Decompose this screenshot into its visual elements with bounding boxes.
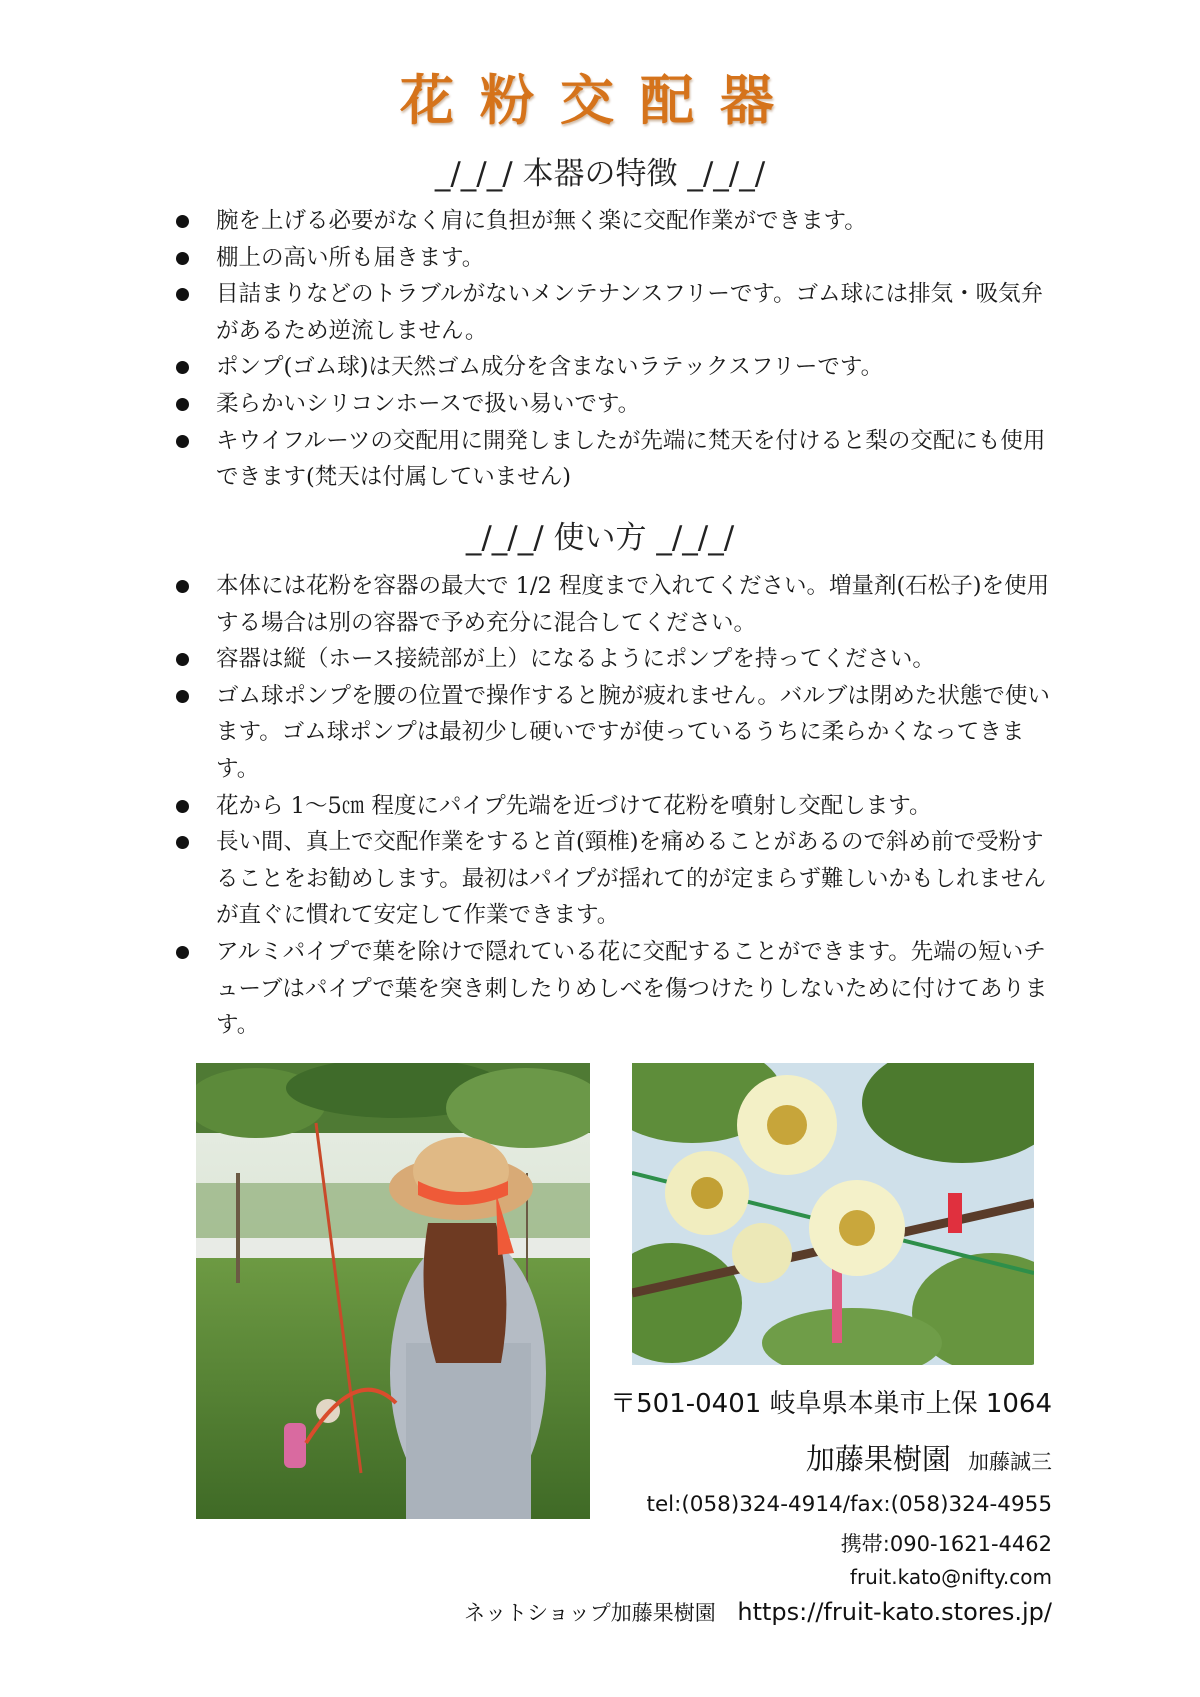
bullet-icon <box>176 580 189 593</box>
bullet-icon <box>176 252 189 265</box>
list-item-text: 花から 1～5㎝ 程度にパイプ先端を近づけて花粉を噴射し交配します。 <box>216 792 932 819</box>
orchard-photo <box>196 1063 590 1519</box>
email-address[interactable]: fruit.kato@nifty.com <box>849 1565 1052 1589</box>
usage-heading: _/_/_/ 使い方 _/_/_/ <box>465 520 735 556</box>
list-item <box>172 568 1052 641</box>
bullet-icon <box>176 836 189 849</box>
list-item-text: アルミパイプで葉を除けで隠れている花に交配することができます。先端の短いチューブはパイプで葉を突き刺したりめしべを傷つけたりしないために付けてあります。 <box>216 938 1048 1039</box>
features-heading: _/_/_/ 本器の特徴 _/_/_/ <box>434 156 766 192</box>
bullet-icon <box>176 288 189 301</box>
list-item <box>172 824 1052 934</box>
usage-list <box>172 568 1052 1044</box>
list-item <box>172 386 1052 423</box>
list-item <box>172 349 1052 386</box>
mobile-number: 携帯:090-1621-4462 <box>840 1532 1052 1556</box>
list-item <box>172 276 1052 349</box>
list-item-text: 棚上の高い所も届きます。 <box>216 244 485 271</box>
bullet-icon <box>176 435 189 448</box>
shop-url-link[interactable]: https://fruit-kato.stores.jp/ <box>737 1598 1052 1626</box>
list-item-text: 腕を上げる必要がなく肩に負担が無く楽に交配作業ができます。 <box>216 208 867 234</box>
list-item <box>172 678 1052 788</box>
list-item-text: ゴム球ポンプを腰の位置で操作すると腕が疲れません。バルブは閉めた状態で使います。ゴム球ポンプは最初少し硬いですが使っているうちに柔らかくなってきます。 <box>216 682 1050 782</box>
list-item <box>172 240 1052 277</box>
list-item <box>172 934 1052 1044</box>
bullet-icon <box>176 361 189 374</box>
list-item <box>172 788 1052 825</box>
list-item <box>172 641 1052 678</box>
list-item-text: 容器は縦（ホース接続部が上）になるようにポンプを持ってください。 <box>216 646 935 673</box>
address: 〒501-0401 岐阜県本巣市上保 1064 <box>610 1389 1052 1419</box>
list-item-text: キウイフルーツの交配用に開発しましたが先端に梵天を付けると梨の交配にも使用できます(梵天は付属していません) <box>216 427 1046 491</box>
list-item-text: 長い間、真上で交配作業をすると首(頸椎)を痛めることがあるので斜め前で受粉することをお勧めします。最初はパイプが揺れて的が定まらず難しいかもしれませんが直ぐに慣れて安定して作業できます。 <box>216 829 1047 929</box>
features-list <box>172 203 1052 496</box>
person-name: 加藤誠三 <box>968 1450 1052 1474</box>
list-item <box>172 203 1052 240</box>
bullet-icon <box>176 398 189 411</box>
bullet-icon <box>176 800 189 813</box>
list-item <box>172 423 1052 496</box>
list-item-text: 目詰まりなどのトラブルがないメンテナンスフリーです。ゴム球には排気・吸気弁があるため逆流しません。 <box>216 281 1044 344</box>
bullet-icon <box>176 946 189 959</box>
page-title: 花粉交配器 <box>400 69 800 132</box>
shop-label: ネットショップ加藤果樹園 <box>464 1601 716 1625</box>
list-item-text: ポンプ(ゴム球)は天然ゴム成分を含まないラテックスフリーです。 <box>216 354 884 381</box>
list-item-text: 本体には花粉を容器の最大で 1/2 程度まで入れてください。増量剤(石松子)を使用する場合は別の容器で予め充分に混合してください。 <box>216 573 1050 636</box>
tel-fax: tel:(058)324-4914/fax:(058)324-4955 <box>646 1492 1052 1517</box>
company-line <box>806 1437 1052 1478</box>
bullet-icon <box>176 215 189 228</box>
kiwi-flower-photo <box>632 1063 1034 1365</box>
company-name: 加藤果樹園 <box>805 1442 951 1476</box>
bullet-icon <box>176 653 189 666</box>
shop-line <box>464 1597 1052 1627</box>
bullet-icon <box>176 690 189 703</box>
list-item-text: 柔らかいシリコンホースで扱い易いです。 <box>216 390 641 417</box>
